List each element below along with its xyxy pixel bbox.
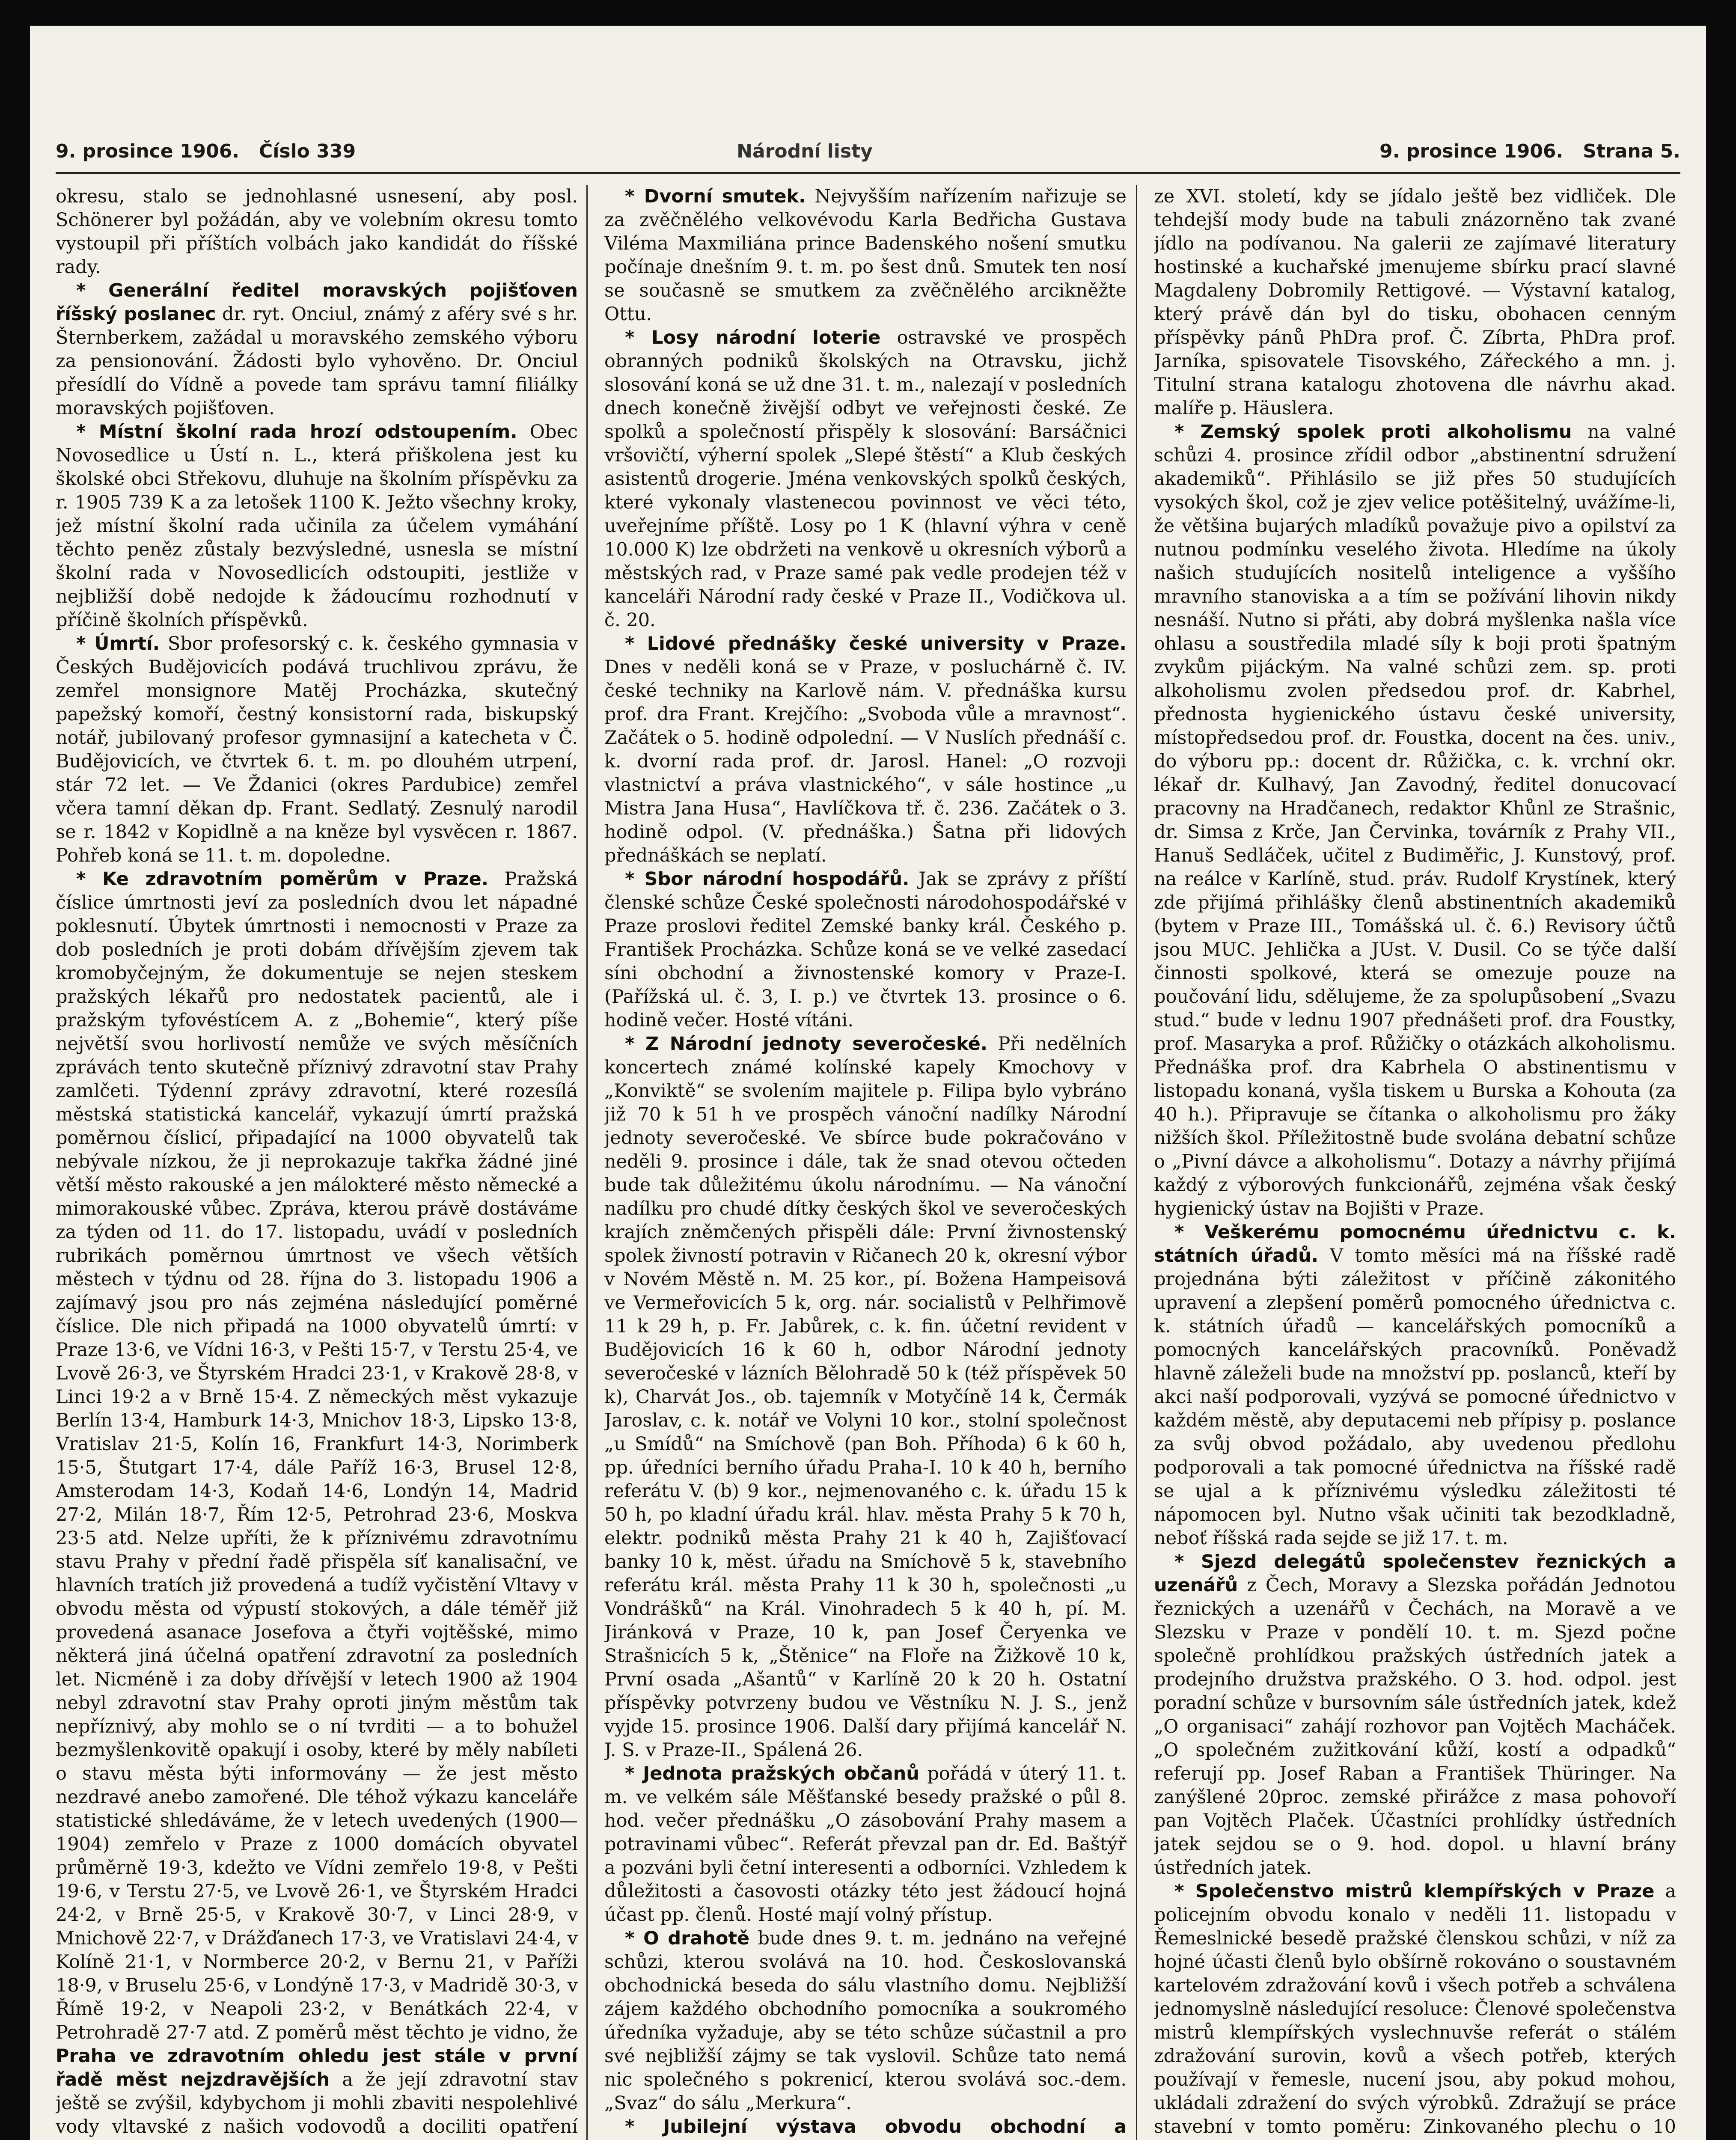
- article-narodohospodari: * Sbor národní hospodářů. Jak se zprávy z příští členské schůze České společnosti národohospodářské v Praze proslovi ředitel Zemské banky král. Českého p. František Procházka. Schůze koná se ve velké zasedací síni obchodní a živnostenské komory v Praze-I. (Pařížská ul. č. 3, I. p.) ve čtvrtek 13. prosince o 6. hodině večer. Hosté vítáni.: [604, 868, 1127, 1031]
- newspaper-page: [30, 26, 1706, 2140]
- article-drahota: * O drahotě bude dnes 9. t. m. jednáno na veřejné schůzi, kterou svolává na 10. hod. Českoslovanská obchodnická beseda do sálu vlastního domu. Nejbližší zájem každého obchodního pomocníka a soukromého úředníka vyžaduje, aby se této schůze súčastnil a pro své nejbližší zájmy se tak vyslovil. Schůze tato nemá nic společného s pokrenicí, kterou svolává soc.-dem. „Svaz“ do sálu „Merkura“.: [604, 1928, 1127, 2114]
- text-column-3: [1154, 185, 1676, 2140]
- text-column-1: [56, 185, 578, 2140]
- article-onciul: * Generální ředitel moravských pojišťoven říšský poslanec dr. ryt. Onciul, známý z aféry své s hr. Šternberkem, zažádal u moravského zemského výboru za pensionování. Žádosti bylo vyhověno. Dr. Onciul přesídlí do Vídně a povede tam správu tamní filiálky moravských pojišťoven.: [56, 280, 578, 419]
- article-dvorni-smutek: * Dvorní smutek. Nejvyšším nařízením nařizuje se za zvěčnělého velkovévodu Karla Bedřicha Gustava Viléma Maxmiliána prince Badenského nošení smutku počínaje dnešním 9. t. m. po šest dnů. Smutek ten nosí se současně se smutkem za zvěčnělého arcikněžte Ottu.: [604, 186, 1127, 325]
- text-column-2: [604, 185, 1127, 2140]
- article-lidove-prednasky: * Lidové přednášky české university v Praze. Dnes v neděli koná se v Praze, v posluchárně č. IV. české techniky na Karlově nám. V. přednáška kursu prof. dra Frant. Krejčího: „Svoboda vůle a mravnost“. Začátek o 5. hodině odpolední. — V Nuslích přednáší c. k. dvorní rada prof. dr. Jarosl. Hanel: „O rozvoji vlastnictví a práva vlastnického“, v sále hostince „u Mistra Jana Husa“, Havlíčkova tř. č. 236. Začátek o 3. hodině odpol. (V. přednáška.) Šatna při lidových přednáškách se neplatí.: [604, 633, 1127, 866]
- header-date-issue: 9. prosince 1906. Číslo 339: [56, 140, 356, 162]
- article-urednictvo: * Veškerému pomocnému úřednictvu c. k. státních úřadů. V tomto měsíci má na říšské radě projednána býti záležitost v příčině zákonitého upravení a zlepšení poměrů pomocného úřednictva c. k. státních úřadů — kancelářských pomocníků a pomocných kancelářských pracovníků. Poněvadž hlavně záleželi bude na množství pp. poslanců, kteří by akci naší podporovali, vyzývá se pomocné úřednictvo v každém městě, aby deputacemi neb přípisy p. poslance za svůj obvod požádalo, aby uvedenou předlohu podporovali a tak pomocné úřednictva na říšské radě se ujal a k příznivému výsledku záležitosti té nápomocen byl. Nutno však učiniti tak bezodkladně, neboť říšská rada sejde se již 17. t. m.: [1154, 1222, 1676, 1549]
- article-klempiri: * Společenstvo mistrů klempířských v Praze a policejním obvodu konalo v neděli 11. listopadu v Řemeslnické besedě pražské členskou schůzi, v níž za hojné účasti členů bylo obšírně rokováno o soustavném kartelovém zdražování kovů i všech potřeb a schválena jednomyslně následující resoluce: Členové společenstva mistrů klempířských vyslechnuvše referát o stálém zdražování surovin, kovů a všech potřeb, kterých používají v řemesle, nucení jsou, aby pokud mohou, ukládali zdražení do svých výrobků. Zdražují se práce stavební v tomto poměru: Zinkovaného plechu o 10: [1154, 1881, 1676, 2137]
- article-novosedlice: * Místní školní rada hrozí odstoupením. Obec Novosedlice u Ústí n. L., která přiškolena jest ku školské obci Střekovu, dluhuje na školním příspěvku za r. 1905 739 K a za letošek 1100 K. Ježto všechny kroky, jež místní školní rada učinila za účelem vymáhání těchto peněz zůstaly bezvýsledné, usnesla se místní školní rada v Novosedlicích odstoupiti, jestliže v nejbližší době nedojde k žádoucímu rozhodnutí v příčině školních příspěvků.: [56, 421, 578, 631]
- column-divider: [586, 185, 588, 2140]
- article-continuation: okresu, stalo se jednohlasné usnesení, aby posl. Schönerer byl požádán, aby ve volebním okresu tomto vystoupil při příštích volbách jako kandidát do říšské rady.: [56, 186, 578, 278]
- header-date-page: 9. prosince 1906. Strana 5.: [1379, 140, 1680, 162]
- article-jednota-severoceska: * Z Národní jednoty severočeské. Při nedělních koncertech známé kolínské kapely Kmochovy v „Konviktě“ se svolením majitele p. Filipa bylo vybráno již 70 k 51 h ve prospěch vánoční nadílky Národní jednoty severočeské. Ve sbírce bude pokračováno v neděli 9. prosince i dále, tak že snad otevou očteden bude tak důležitému úkolu národnímu. — Na vánoční nadílku pro chudé dítky českých škol ve severočeských krajích zněmčených přispěli dále: První živnostenský spolek živností potravin v Ričanech 20 k, okresní výbor v Novém Městě n. M. 25 kor., pí. Božena Hampeisová ve Vermeřovicích 5 k, org. nár. socialistů v Pelhřimově 11 k 29 h, p. Fr. Jabůrek, c. k. fin. účetní revident v Budějovicích 16 k 60 h, odbor Národní jednoty severočeské v lázních Bělohradě 50 k (též příspěvek 50 k), Charvát Jos., ob. tajemník v Motyčíně 14 k, Čermák Jaroslav, c. k. notář ve Volyni 10 kor., stolní společnost „u Smídů“ na Smíchově (pan Boh. Příhoda) 6 k 60 h, pp. úředníci berního úřadu Praha-I. 10 k 40 h, berního referátu V. (b) 9 kor., nejmenovaného c. k. úřadu 15 k 50 h, po kladní úřadu král. hlav. města Prahy 5 k 70 h, elektr. podniků města Prahy 21 k 40 h, Zajišťovací banky 10 k, měst. úřadu na Smíchově 5 k, stavebního referátu král. města Prahy 11 k 30 h, společnosti „u Vondrášků“ na Král. Vinohradech 5 k 40 h, pí. M. Jiránková v Praze, 10 k, pan Josef Čeryenka ve Strašnicích 5 k, „Štěnice“ na Floře na Žižkově 10 k, První osada „Ašantů“ v Karlíně 20 k 20 h. Ostatní příspěvky potvrzeny budou ve Věstníku N. J. S., jenž vyjde 15. prosince 1906. Další dary přijímá kancelář N. J. S. v Praze-II., Spálená 26.: [604, 1033, 1127, 1761]
- page-header: [56, 140, 1680, 170]
- article-sjezd-reznici: * Sjezd delegátů společenstev řeznických a uzenářů z Čech, Moravy a Slezska pořádán Jednotou řeznických a uzenářů v Čechách, na Moravě a ve Slezsku v Praze v pondělí 10. t. m. Sjezd počne společně prohlídkou pražských ústředních jatek a prodejního družstva pražského. O 3. hod. odpol. jest poradní schůze v bursovním sále ústředních jatek, kdež „O organisaci“ zahájí rozhovor pan Vojtěch Macháček. „O společném zužitkování kůží, kostí a odpadků“ referují pp. Josef Raban a František Thüringer. Na zanýšlené 20proc. zemské přirážce z masa pohovoří pan Vojtěch Plaček. Účastníci prohlídky ústředních jatek sejdou se o 9. hod. dopol. u hlavní brány ústředních jatek.: [1154, 1551, 1676, 1878]
- article-zdravotni-pomery: * Ke zdravotním poměrům v Praze. Pražská číslice úmrtnosti jeví za posledních dvou let nápadné poklesnutí. Úbytek úmrtnosti i nemocnosti v Praze za dob posledních je proti dobám dřívějším zjevem tak kromobyčejným, že dokumentuje se nejen steskem pražských lékařů pro nedostatek pacientů, ale i pražským tyfovéstícem A. z „Bohemie“, který píše největší svou horlivostí nemůže ve svých měsíčních zprávách tento skutečně příznivý zdravotní stav Prahy zamlčeti. Týdenní zprávy zdravotní, které rozesílá městská statistická kancelář, vykazují úmrtí pražská poměrnou číslicí, připadající na 1000 obyvatelů tak nebývale nízkou, že ji neprokazuje takřka žádné jiné větší město rakouské a jen málokteré město německé a mimorakouské vůbec. Zpráva, kterou právě dostáváme za týden od 11. do 17. listopadu, uvádí v posledních rubrikách poměrnou úmrtnost ve všech větších městech v týdnu od 28. října do 3. listopadu 1906 a zajímavý jsou pro nás zejména následující poměrné číslice. Dle nich připadá na 1000 obyvatelů úmrtí: v Praze 13·6, ve Vídni 16·3, v Pešti 15·7, v Terstu 25·4, ve Lvově 26·3, ve Štyrském Hradci 23·1, v Krakově 28·8, v Linci 19·2 a v Brně 15·4. Z německých měst vykazuje Berlín 13·4, Hamburk 14·3, Mnichov 18·3, Lipsko 13·8, Vratislav 21·5, Kolín 16, Frankfurt 14·3, Norimberk 15·5, Štutgart 17·4, dále Paříž 16·3, Brusel 12·8, Amsterodam 14·3, Kodaň 14·6, Londýn 14, Madrid 27·2, Milán 18·7, Řím 12·5, Petrohrad 23·6, Moskva 23·5 atd. Nelze upříti, že k příznivému zdravotnímu stavu Prahy v přední řadě přispěla síť kanalisační, ve hlavních tratích již provedená a tudíž vyčistění Vltavy v obvodu města od výpustí stokových, a dále téměř již provedená asanace Josefova a čtyři vojtěšské, mimo některá jiná účelná opatření zdravotní za posledních let. Nicméně i za doby dřívější v letech 1900 až 1904 nebyl zdravotní stav Prahy oproti jiným městům tak nepříznivý, aby mohlo se o ní tvrditi — a to bohužel bezmyšlenkovitě opakují i osoby, které by měly nabíleti o stavu města býti informovány — že jest město nezdravé anebo zamořené. Dle téhož výkazu kanceláře statistické shledáváme, že v letech uvedených (1900—1904) zemřelo v Praze z 1000 domácích obyvatel průměrně 19·3, kdežto ve Vídni zemřelo 19·8, v Pešti 19·6, v Terstu 27·5, ve Lvově 26·1, ve Štyrském Hradci 24·2, v Brně 25·5, v Krakově 30·7, v Linci 28·9, v Mnichově 22·7, v Drážďanech 17·3, ve Vratislavi 24·4, v Kolíně 21·1, v Normberce 20·2, v Bernu 21, v Paříži 18·9, v Bruselu 25·6, v Londýně 17·3, v Madridě 30·3, v Římě 19·2, v Neapoli 23·2, v Benátkách 22·4, v Petrohradě 27·7 atd. Z poměrů měst těchto je vidno, že Praha ve zdravotním ohledu jest stále v první řadě měst nejzdravějších a že její zdravotní stav ještě se zvýšil, kdybychom ji mohli zbaviti nespolehlivé vody vltavské z našich vodovodů a dociliti opatření: [56, 868, 578, 2137]
- article-losy-loterie: * Losy národní loterie ostravské ve prospěch obranných podniků školských na Otravsku, jichž slosování koná se už dne 31. t. m., nalezají v posledních dnech konečně živější odbyt ve veřejnosti české. Ze spolků a společností přispěly k slosování: Barsáčnici vršovičtí, výherní spolek „Slepé štěstí“ a Klub českých asistentů drogerie. Jména venkovských spolků českých, které vykonaly vlastenecou povinnost ve věci této, uveřejníme příště. Losy po 1 K (hlavní výhra v ceně 10.000 K) lze obdržeti na venkově u okresních výborů a městských rad, v Praze samé pak vedle prodejen též v kanceláři Národní rady české v Praze II., Vodičkova ul. č. 20.: [604, 327, 1127, 631]
- masthead-title: Národní listy: [737, 140, 873, 162]
- article-umrti: * Úmrtí. Sbor profesorský c. k. českého gymnasia v Českých Budějovicích podává truchlivou zprávu, že zemřel monsignore Matěj Procházka, skutečný papežský komoří, čestný konsistorní rada, biskupský notář, jubilovaný profesor gymnasijní a katecheta v Č. Budějovicích, ve čtvrtek 6. t. m. po dlouhém utrpení, stár 72 let. — Ve Ždanici (okres Pardubice) zemřel včera tamní děkan dp. Frant. Sedlatý. Zesnulý narodil se r. 1842 v Kopidlně a na kněze byl vysvěcen r. 1867. Pohřeb koná se 11. t. m. dopoledne.: [56, 633, 578, 866]
- article-jubilejni-vystava: * Jubilejní výstava obvodu obchodní a: [625, 2116, 1127, 2137]
- header-rule: [56, 172, 1680, 174]
- article-alkoholismus: * Zemský spolek proti alkoholismu na valné schůzi 4. prosince zřídil odbor „abstinentní sdružení akademiků“. Přihlásilo se již přes 50 studujících vysokých škol, což je zjev velice potěšitelný, uvážíme-li, že většina bujarých mladíků považuje pivo a opilství za nutnou podmínku veselého života. Hledíme na úkoly našich studujících nositelů inteligence a vyššího mravního stanoviska a a tím se požívání lihovin nikdy nesnáší. Nutno si přáti, aby dobrá myšlenka našla více ohlasu a soustředila mladé síly k boji proti špatným zvykům pijáckým. Na valné schůzi zem. sp. proti alkoholismu zvolen předsedou prof. dr. Kabrhel, přednosta hygienického ústavu české university, místopředsedou prof. dr. Foustka, docent na čes. univ., do výboru pp.: docent dr. Růžička, c. k. vrchní okr. lékař dr. Kulhavý, Jan Zavodný, ředitel donucovací pracovny na Hradčanech, redaktor Khůnl ze Strašnic, dr. Simsa z Krče, Jan Červinka, továrník z Prahy VII., Hanuš Sedláček, učitel z Budiměřic, J. Kunstový, prof. na reálce v Karlíně, stud. práv. Rudolf Krystínek, který zde přijímá přihlášky členů abstinentních akademiků (bytem v Praze III., Tomášská ul. č. 6.) Revisory účtů jsou MUC. Jehlička a JUst. V. Dusil. Co se týče další činnosti spolkové, která se omezuje pouze na poučování lidu, sdělujeme, že za spolupůsobení „Svazu stud.“ bude v lednu 1907 přednášeti prof. dra Foustky, prof. Masaryka a prof. Růžičky o otázkách alkoholismu. Přednáška prof. dra Kabrhela O abstinentismu v listopadu konaná, vyšla tiskem u Burska a Kohouta (za 40 h.). Připravuje se čítanka o alkoholismu pro žáky nižších škol. Příležitostně bude svolána debatní schůze o „Pivní dávce a alkoholismu“. Dotazy a návrhy přijímá každý z výborových funkcionářů, zejména však český hygienický ústav na Bojišti v Praze.: [1154, 421, 1676, 1219]
- article-jednota-obcanu: * Jednota pražských občanů pořádá v úterý 11. t. m. ve velkém sále Měšťanské besedy pražské o půl 8. hod. večer přednášku „O zásobování Prahy masem a potravinami vůbec“. Referát převzal pan dr. Ed. Baštýř a pozváni byli četní interesenti a odborníci. Vzhledem k důležitosti a časovosti otázky této jest žádoucí hojná účast pp. členů. Hosté mají volný přístup.: [604, 1763, 1127, 1926]
- article-continuation: ze XVI. století, kdy se jídalo ještě bez vidliček. Dle tehdejší mody bude na tabuli znázorněno tak zvané jídlo na podívanou. Na galerii ze zajímavé literatury hostinské a kuchařské jmenujeme sbírku prací slavné Magdaleny Dobromily Rettigové. — Výstavní katalog, který právě dán byl do tisku, obohacen cenným příspěvky pánů PhDra prof. Č. Zíbrta, PhDra prof. Jarníka, spisovatele Tisovského, Zářeckého a mn. j. Titulní strana katalogu zhotovena dle návrhu akad. malíře p. Häuslera.: [1154, 186, 1676, 419]
- column-divider: [1136, 185, 1137, 2140]
